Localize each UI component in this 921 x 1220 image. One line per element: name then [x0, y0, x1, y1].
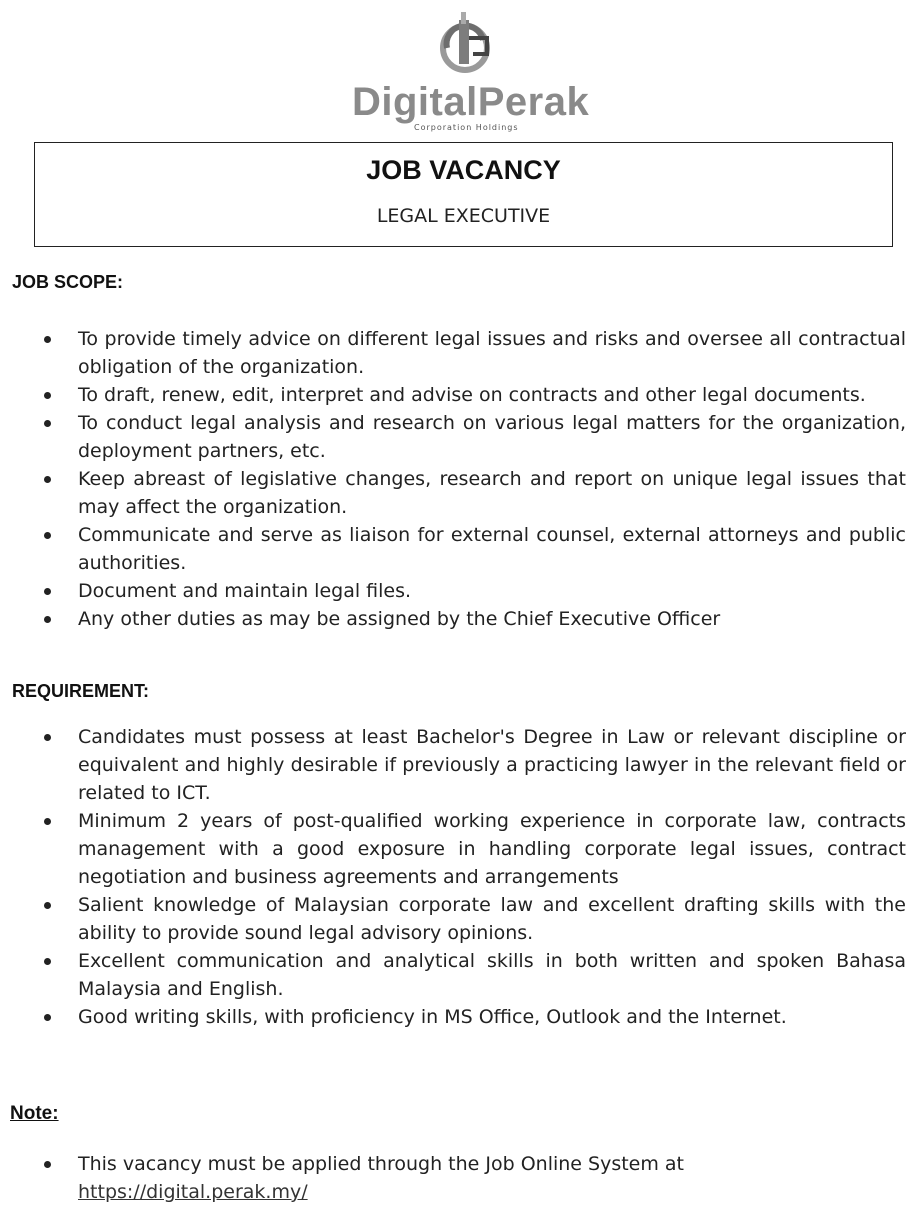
list-item: Good writing skills, with proficiency in MS Office, Outlook and the Internet. — [30, 1003, 906, 1031]
bullet-icon — [44, 958, 51, 965]
bullet-icon — [44, 902, 51, 909]
bullet-icon — [44, 476, 51, 483]
logo-tagline: Corporation Holdings — [414, 123, 519, 132]
job-scope-heading: JOB SCOPE: — [12, 272, 124, 292]
bullet-icon — [44, 616, 51, 623]
bullet-icon — [44, 588, 51, 595]
title-box — [34, 142, 893, 247]
list-item: Any other duties as may be assigned by the Chief Executive Officer — [30, 605, 906, 633]
list-item — [30, 1150, 906, 1206]
bullet-icon — [44, 818, 51, 825]
company-logo — [340, 10, 590, 132]
position-title: LEGAL EXECUTIVE — [376, 205, 551, 227]
note-text: This vacancy must be applied through the Job Online System at — [78, 1153, 685, 1175]
list-item: Salient knowledge of Malaysian corporate law and excellent drafting skills with the ability to provide sound legal advisory opinions. — [30, 891, 906, 947]
list-item: To provide timely advice on different legal issues and risks and oversee all contractual obligation of the organization. — [30, 325, 906, 381]
bullet-icon — [44, 734, 51, 741]
bullet-icon — [44, 336, 51, 343]
bullet-icon — [44, 1014, 51, 1021]
bullet-icon — [44, 1161, 51, 1168]
requirement-list — [30, 723, 906, 1031]
list-item: Keep abreast of legislative changes, research and report on unique legal issues that may affect the organization. — [30, 465, 906, 521]
job-portal-link[interactable]: https://digital.perak.my/ — [78, 1181, 308, 1203]
list-item: Excellent communication and analytical skills in both written and spoken Bahasa Malaysia and English. — [30, 947, 906, 1003]
list-item: To draft, renew, edit, interpret and advise on contracts and other legal documents. — [30, 381, 906, 409]
list-item: Candidates must possess at least Bachelor's Degree in Law or relevant discipline or equivalent and highly desirable if previously a practicing lawyer in the relevant field or related to ICT. — [30, 723, 906, 807]
job-scope-list — [30, 325, 906, 633]
list-item: Minimum 2 years of post-qualified working experience in corporate law, contracts management with a good exposure in handling corporate legal issues, contract negotiation and business agreements and arrangements — [30, 807, 906, 891]
list-item: To conduct legal analysis and research on various legal matters for the organization, deployment partners, etc. — [30, 409, 906, 465]
bullet-icon — [44, 392, 51, 399]
note-heading: Note: — [10, 1103, 59, 1124]
note-list — [30, 1150, 906, 1206]
list-item: Communicate and serve as liaison for external counsel, external attorneys and public authorities. — [30, 521, 906, 577]
requirement-heading: REQUIREMENT: — [12, 681, 150, 701]
bullet-icon — [44, 532, 51, 539]
bullet-icon — [44, 420, 51, 427]
list-item: Document and maintain legal files. — [30, 577, 906, 605]
logo-emblem-icon — [435, 10, 495, 80]
page-title: JOB VACANCY — [366, 155, 561, 185]
logo-wordmark: DigitalPerak — [352, 80, 590, 124]
